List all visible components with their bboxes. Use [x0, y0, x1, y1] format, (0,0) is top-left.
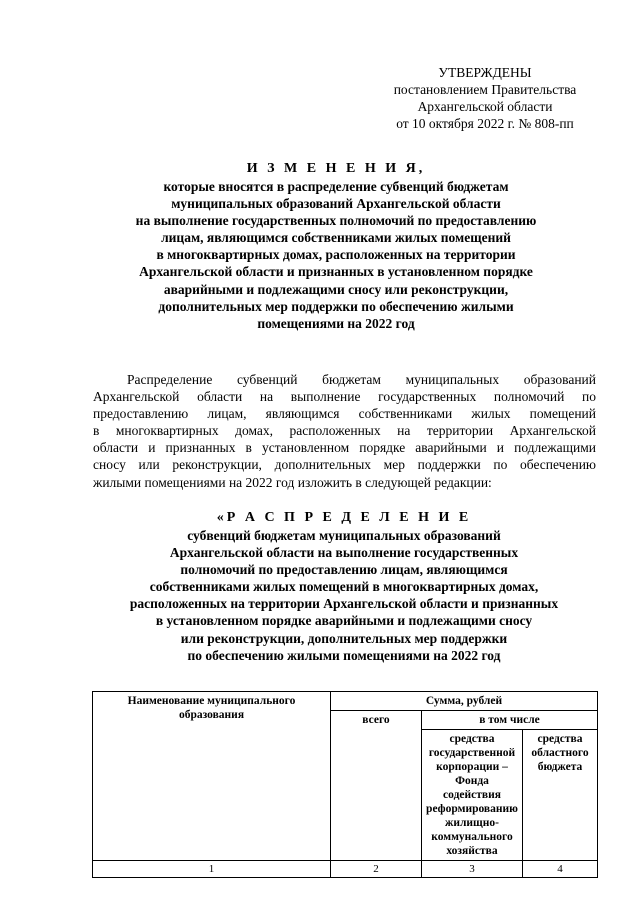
approval-line: постановлением Правительства	[393, 82, 577, 97]
distribution-title-line: в установленном порядке аварийными и подлежащими сносу	[155, 613, 533, 629]
header-total: всего	[331, 711, 422, 861]
changes-title-line: в многоквартирных домах, расположенных на территории	[156, 247, 516, 263]
paragraph-line: предоставлению лицам, являющимся собственниками жилых помещений	[93, 406, 596, 422]
distribution-title-line: по обеспечению жилыми помещениями на 2022 год	[187, 647, 501, 663]
changes-title-block	[100, 160, 572, 332]
distribution-title-line: полномочий по предоставлению лицам, являющимся	[180, 562, 508, 578]
distribution-table	[92, 691, 598, 878]
approval-line: от 10 октября 2022 г. № 808-пп	[396, 116, 574, 131]
changes-title-line: помещениями на 2022 год	[257, 315, 415, 331]
paragraph-line: сносу или реконструкции, дополнительных мер поддержки по обеспечению	[93, 457, 596, 473]
column-number: 4	[523, 861, 598, 878]
header-fund-funds: средства государственной корпорации – Фонда содействия реформированию жилищно-коммунального хозяйства	[422, 730, 523, 861]
approval-title: УТВЕРЖДЕНЫ	[438, 65, 532, 80]
changes-title-line: которые вносятся в распределение субвенций бюджетам	[163, 179, 509, 194]
header-sum: Сумма, рублей	[331, 692, 598, 711]
changes-title-line: муниципальных образований Архангельской области	[171, 196, 501, 212]
changes-title-line: на выполнение государственных полномочий по предоставлению	[135, 213, 537, 229]
distribution-title-line: или реконструкции, дополнительных мер поддержки	[180, 630, 508, 646]
distribution-heading: «Р А С П Р Е Д Е Л Е Н И Е	[216, 510, 472, 525]
distribution-title-block	[96, 509, 592, 664]
changes-title-line: Архангельской области и признанных в установленном порядке	[139, 264, 533, 280]
paragraph-line: жилыми помещениями на 2022 год изложить в следующей редакции:	[93, 474, 492, 490]
paragraph-line: в многоквартирных домах, расположенных на территории Архангельской	[93, 423, 596, 439]
column-number: 3	[422, 861, 523, 878]
body-paragraph	[93, 371, 596, 491]
distribution-title-line: Архангельской области на выполнение государственных	[169, 545, 519, 561]
header-regional-funds: средства областного бюджета	[523, 730, 598, 861]
paragraph-line: Распределение субвенций бюджетам муниципальных образований	[127, 372, 596, 387]
column-number: 2	[331, 861, 422, 878]
header-municipality: Наименование муниципального образования	[93, 692, 331, 861]
paragraph-line: области и признанных в установленном порядке аварийными и подлежащими	[93, 440, 596, 456]
column-number: 1	[93, 861, 331, 878]
paragraph-line: Архангельской области на выполнение государственных полномочий по	[93, 389, 596, 405]
changes-title-line: аварийными и подлежащими сносу или реконструкции,	[163, 281, 509, 297]
distribution-title-line: расположенных на территории Архангельской области и признанных	[129, 596, 559, 612]
approval-line: Архангельской области	[417, 99, 553, 114]
column-numbers-row	[93, 861, 598, 878]
changes-heading: И З М Е Н Е Н И Я,	[246, 161, 426, 176]
changes-title-line: лицам, являющимся собственниками жилых помещений	[161, 230, 511, 246]
approval-stamp	[370, 64, 600, 132]
header-including: в том числе	[422, 711, 598, 730]
distribution-title-line: субвенций бюджетам муниципальных образований	[187, 528, 501, 543]
distribution-title-line: собственниками жилых помещений в многоквартирных домах,	[149, 579, 539, 595]
changes-title-line: дополнительных мер поддержки по обеспечению жилыми	[158, 298, 514, 314]
